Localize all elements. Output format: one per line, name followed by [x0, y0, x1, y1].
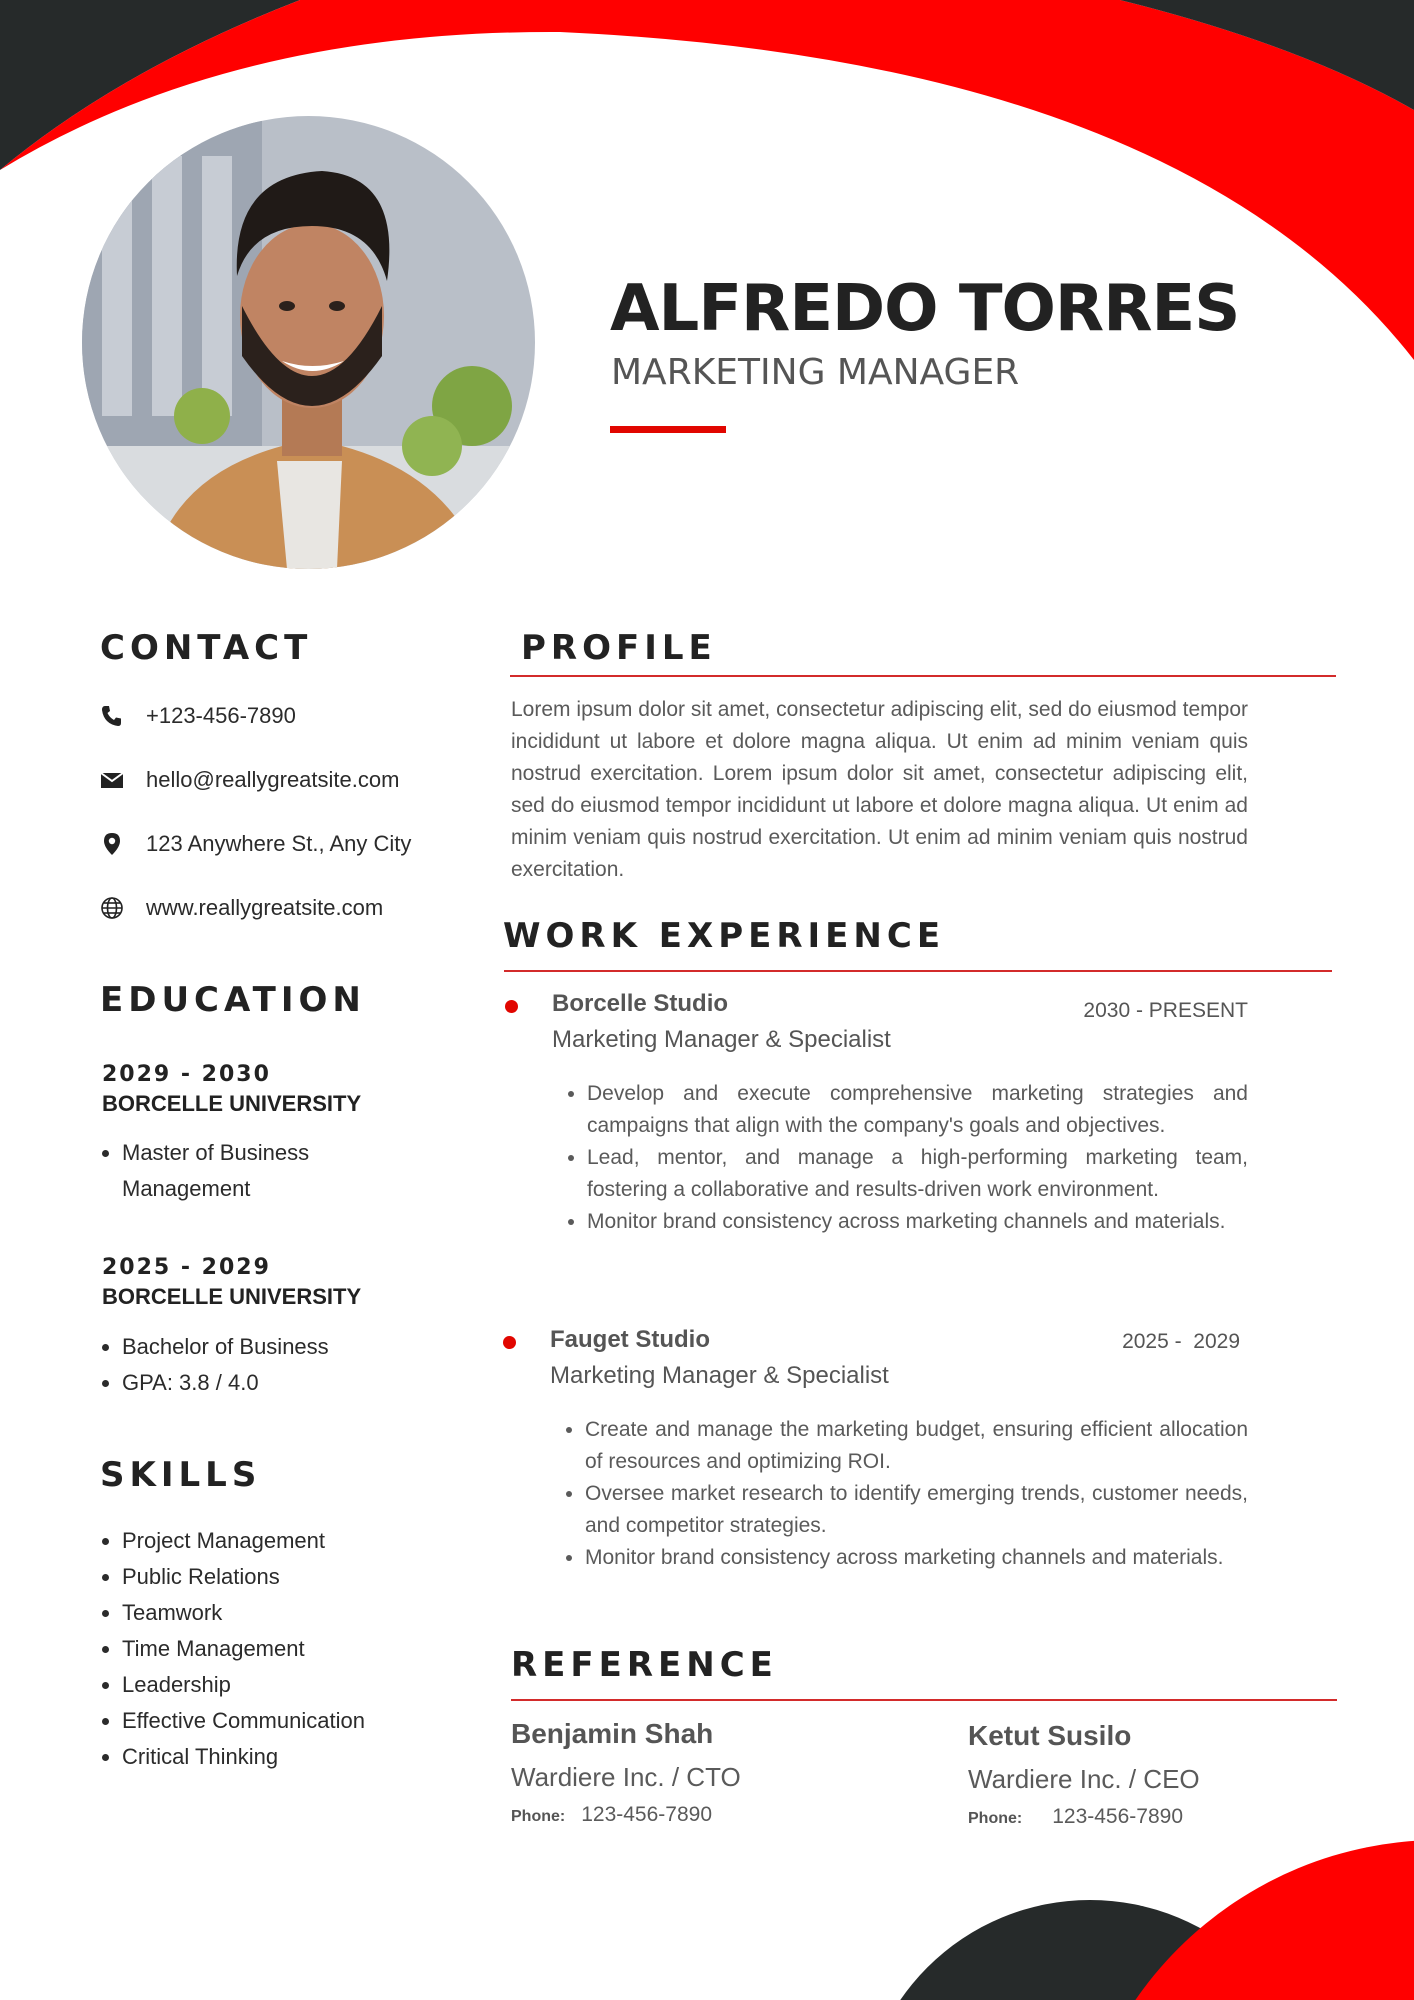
location-pin-icon [100, 832, 124, 856]
education-details [100, 1329, 422, 1401]
reference-company: Wardiere Inc. / CEO [968, 1764, 1200, 1794]
skill-item: • Public Relations [122, 1559, 462, 1595]
profile-photo [82, 116, 535, 569]
reference-name: Ketut Susilo [968, 1720, 1132, 1751]
title-underline [610, 426, 726, 433]
skill-item: • Leadership [122, 1667, 462, 1703]
reference-phone-label: Phone: [511, 1808, 566, 1825]
education-entry [102, 1255, 361, 1310]
reference-company: Wardiere Inc. / CTO [511, 1762, 741, 1792]
work-experience-divider [504, 970, 1332, 972]
job-bullet [505, 1000, 518, 1013]
job-dates: 2025 - 2029 [1122, 1330, 1240, 1353]
job-duty: • Oversee market research to identify emerging trends, customer needs, and competitor strategies. [585, 1478, 1248, 1542]
education-detail: • Master of Business Management [122, 1135, 382, 1207]
education-detail: • GPA: 3.8 / 4.0 [122, 1365, 422, 1401]
job-duties [559, 1414, 1248, 1574]
reference-heading: REFERENCE [511, 1645, 778, 1685]
job-duty: • Monitor brand consistency across marketing channels and materials. [585, 1542, 1248, 1574]
contact-address [100, 824, 411, 864]
website-text: www.reallygreatsite.com [146, 895, 384, 920]
reference-phone-number: 123-456-7890 [1052, 1805, 1183, 1828]
candidate-title: MARKETING MANAGER [611, 352, 1020, 393]
reference-phone-number: 123-456-7890 [581, 1803, 712, 1826]
education-details [100, 1135, 382, 1207]
job-duty: • Develop and execute comprehensive marketing strategies and campaigns that align with the company's goals and objectives. [587, 1078, 1248, 1142]
skill-item: • Teamwork [122, 1595, 462, 1631]
reference-card [968, 1720, 1200, 1829]
skills-list [100, 1523, 462, 1775]
education-detail: • Bachelor of Business [122, 1329, 422, 1365]
job-duty: • Create and manage the marketing budget, ensuring efficient allocation of resources and optimizing ROI. [585, 1414, 1248, 1478]
candidate-name: ALFREDO TORRES [610, 272, 1240, 346]
job-company: Fauget Studio [550, 1326, 710, 1353]
education-school: BORCELLE UNIVERSITY [102, 1284, 362, 1309]
phone-text: +123-456-7890 [146, 703, 296, 728]
reference-phone [511, 1803, 741, 1827]
contact-website [100, 888, 383, 928]
profile-heading: PROFILE [521, 628, 717, 668]
email-text: hello@reallygreatsite.com [146, 767, 400, 792]
job-duty: • Monitor brand consistency across marketing channels and materials. [587, 1206, 1248, 1238]
profile-text: Lorem ipsum dolor sit amet, consectetur adipiscing elit, sed do eiusmod tempor incididunt ut labore et dolore magna aliqua. Ut enim ad minim veniam quis nostrud exercitation. Lorem ipsum dolor sit amet, consectetur adipiscing elit, sed do eiusmod tempor incididunt ut labore et dolore magna aliqua. Ut enim ad minim veniam quis nostrud exercitation. Ut enim ad minim veniam quis nostrud exercitation. [511, 698, 1248, 881]
reference-phone-label: Phone: [968, 1810, 1023, 1827]
skill-item: • Project Management [122, 1523, 462, 1559]
skills-heading: SKILLS [100, 1455, 262, 1495]
reference-divider [511, 1699, 1337, 1701]
job-duty: • Lead, mentor, and manage a high-performing marketing team, fostering a collaborative and results-driven work environment. [587, 1142, 1248, 1206]
reference-card [511, 1718, 741, 1827]
job-dates: 2030 - PRESENT [1083, 999, 1248, 1022]
education-school: BORCELLE UNIVERSITY [102, 1091, 362, 1116]
mail-icon [100, 768, 124, 792]
job-duties [561, 1078, 1248, 1238]
education-years: 2025 - 2029 [102, 1255, 271, 1280]
education-heading: EDUCATION [100, 980, 366, 1020]
job-company: Borcelle Studio [552, 990, 729, 1017]
phone-icon [100, 704, 124, 728]
job-role: Marketing Manager & Specialist [552, 1026, 891, 1053]
education-years: 2029 - 2030 [102, 1062, 271, 1087]
job-role: Marketing Manager & Specialist [550, 1362, 889, 1389]
work-experience-heading: WORK EXPERIENCE [503, 916, 946, 956]
contact-email [100, 760, 399, 800]
contact-phone [100, 696, 296, 736]
job-bullet [503, 1336, 516, 1349]
contact-heading: CONTACT [100, 628, 313, 668]
education-entry [102, 1062, 361, 1117]
skill-item: • Critical Thinking [122, 1739, 462, 1775]
address-text: 123 Anywhere St., Any City [146, 831, 412, 856]
skill-item: • Time Management [122, 1631, 462, 1667]
skill-item: • Effective Communication [122, 1703, 462, 1739]
globe-icon [100, 896, 124, 920]
profile-divider [510, 675, 1336, 677]
reference-name: Benjamin Shah [511, 1718, 714, 1749]
reference-phone [968, 1805, 1200, 1829]
